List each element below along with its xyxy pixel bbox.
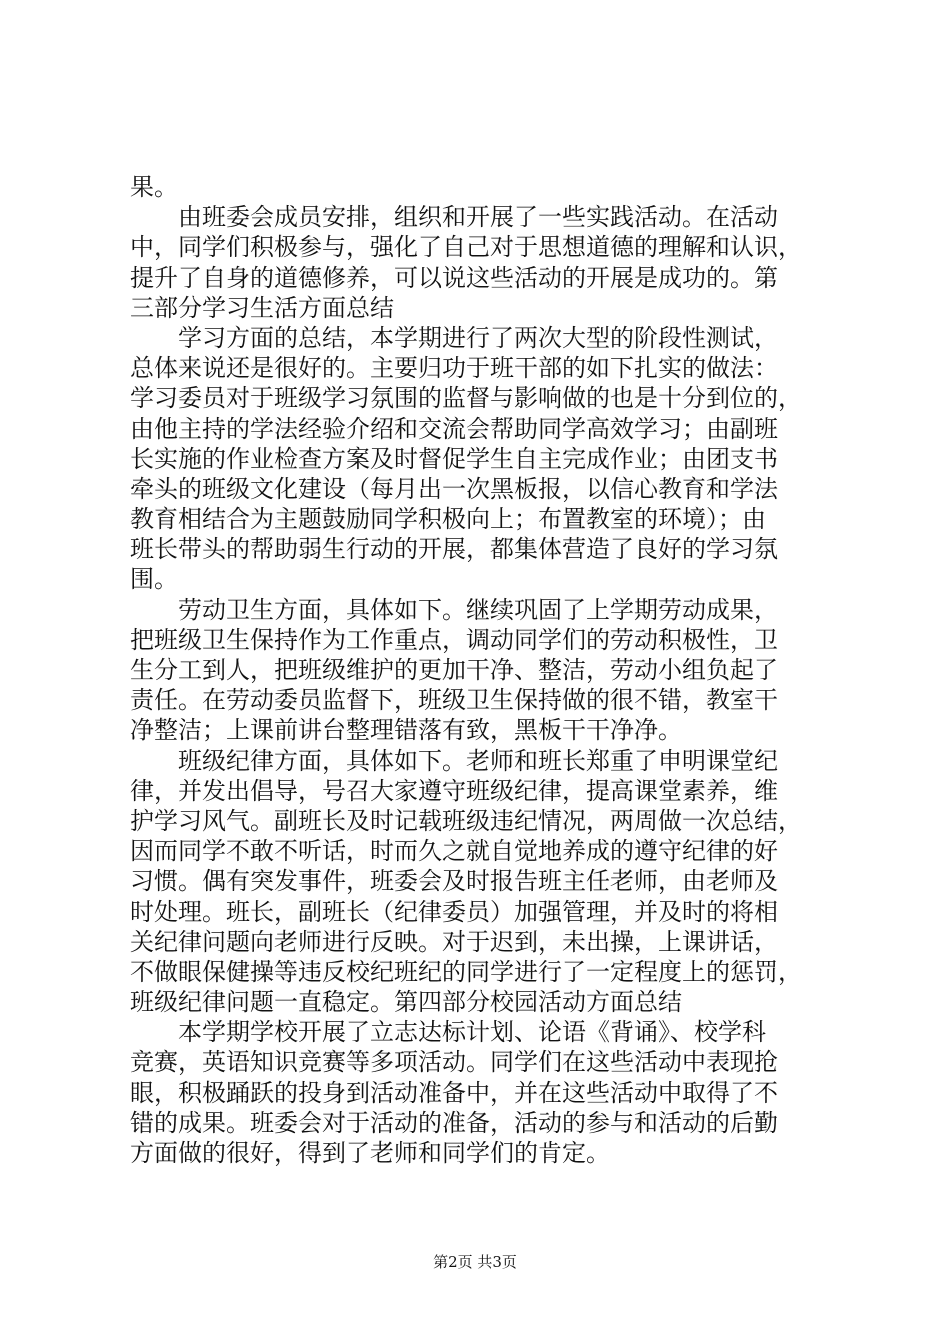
text-line: 竞赛，英语知识竞赛等多项活动。同学们在这些活动中表现抢 bbox=[130, 1048, 778, 1077]
text-line: 中，同学们积极参与，强化了自己对于思想道德的理解和认识， bbox=[130, 233, 802, 262]
text-line: 围。 bbox=[130, 565, 178, 594]
paragraph-first-line: 本学期学校开展了立志达标计划、论语《背诵》、校学科 bbox=[178, 1018, 766, 1047]
text-line: 关纪律问题向老师进行反映。对于迟到，未出操，上课讲话， bbox=[130, 927, 778, 956]
text-line: 生分工到人，把班级维护的更加干净、整洁，劳动小组负起了 bbox=[130, 656, 778, 684]
text-line: 护学习风气。副班长及时记载班级违纪情况，两周做一次总结， bbox=[130, 806, 802, 835]
text-line: 眼，积极踊跃的投身到活动准备中，并在这些活动中取得了不 bbox=[130, 1078, 778, 1107]
paragraph-first-line: 学习方面的总结，本学期进行了两次大型的阶段性测试， bbox=[178, 323, 778, 352]
text-line: 总体来说还是很好的。主要归功于班干部的如下扎实的做法： bbox=[130, 354, 778, 383]
text-line: 把班级卫生保持作为工作重点，调动同学们的劳动积极性，卫 bbox=[130, 625, 778, 654]
text-line: 因而同学不敢不听话，时而久之就自觉地养成的遵守纪律的好 bbox=[130, 837, 778, 866]
text-line: 牵头的班级文化建设（每月出一次黑板报，以信心教育和学法 bbox=[130, 474, 778, 503]
text-line: 果。 bbox=[130, 173, 178, 201]
text-line: 时处理。班长，副班长（纪律委员）加强管理，并及时的将相 bbox=[130, 897, 778, 926]
text-line: 由他主持的学法经验介绍和交流会帮助同学高效学习；由副班 bbox=[130, 414, 778, 443]
text-line: 净整洁；上课前讲台整理错落有致，黑板干干净净。 bbox=[130, 716, 682, 745]
text-line: 班级纪律问题一直稳定。第四部分校园活动方面总结 bbox=[130, 988, 682, 1017]
paragraph-first-line: 劳动卫生方面，具体如下。继续巩固了上学期劳动成果， bbox=[178, 595, 778, 624]
text-line: 提升了自身的道德修养，可以说这些活动的开展是成功的。第 bbox=[130, 263, 778, 292]
page-footer: 第2页 共3页 bbox=[433, 1253, 517, 1271]
text-line: 班长带头的帮助弱生行动的开展，都集体营造了良好的学习氛 bbox=[130, 535, 778, 564]
text-line: 习惯。偶有突发事件，班委会及时报告班主任老师，由老师及 bbox=[130, 867, 778, 896]
document-body bbox=[130, 172, 840, 1168]
text-line: 责任。在劳动委员监督下，班级卫生保持做的很不错，教室干 bbox=[130, 686, 778, 715]
text-line: 律，并发出倡导，号召大家遵守班级纪律，提高课堂素养，维 bbox=[130, 776, 778, 805]
text-line: 方面做的很好，得到了老师和同学们的肯定。 bbox=[130, 1139, 610, 1167]
text-line: 不做眼保健操等违反校纪班纪的同学进行了一定程度上的惩罚， bbox=[130, 957, 802, 986]
text-line: 错的成果。班委会对于活动的准备，活动的参与和活动的后勤 bbox=[130, 1108, 778, 1137]
paragraph-first-line: 班级纪律方面，具体如下。老师和班长郑重了申明课堂纪 bbox=[178, 746, 778, 775]
text-line: 三部分学习生活方面总结 bbox=[130, 293, 394, 322]
text-line: 教育相结合为主题鼓励同学积极向上；布置教室的环境）；由 bbox=[130, 505, 766, 534]
text-line: 长实施的作业检查方案及时督促学生自主完成作业；由团支书 bbox=[130, 444, 778, 473]
paragraph-first-line: 由班委会成员安排，组织和开展了一些实践活动。在活动 bbox=[178, 203, 778, 232]
text-line: 学习委员对于班级学习氛围的监督与影响做的也是十分到位的， bbox=[130, 384, 802, 413]
